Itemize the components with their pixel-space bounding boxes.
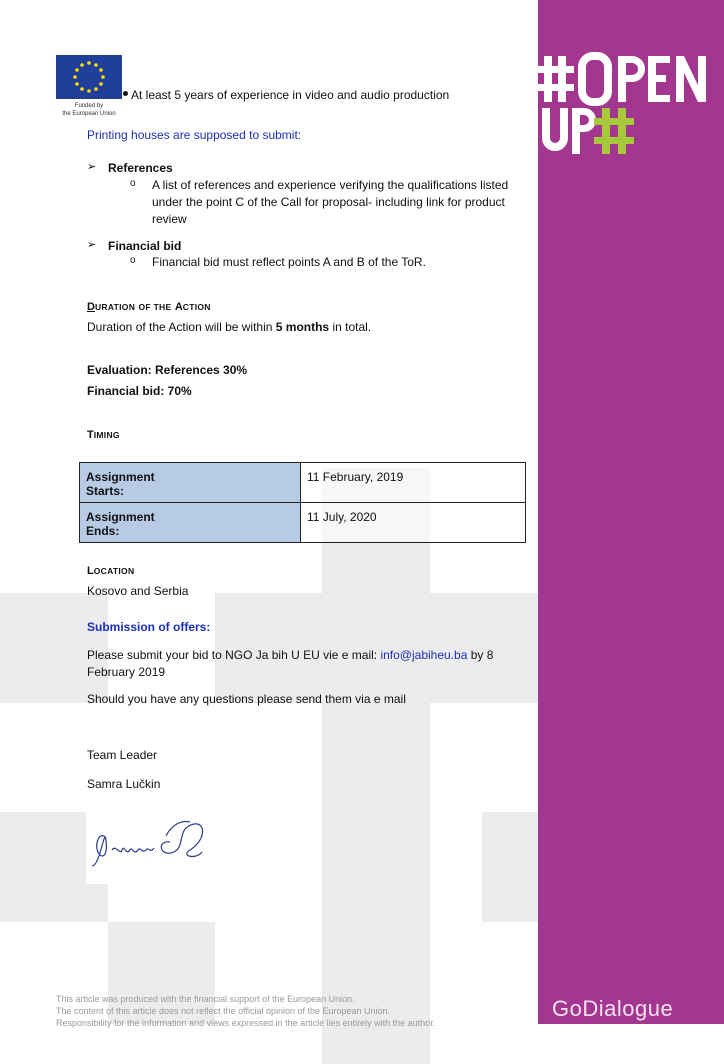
duration-heading: DURATION OF THE ACTION <box>87 301 211 313</box>
location-heading: LOCATION <box>87 565 135 577</box>
signoff-name: Samra Lučkin <box>87 777 161 791</box>
financial-title: Financial bid <box>108 239 182 253</box>
circle-bullet-icon: o <box>130 255 136 266</box>
bullet-icon <box>123 91 128 96</box>
circle-bullet-icon: o <box>130 178 136 189</box>
signoff-role: Team Leader <box>87 748 158 762</box>
table-value-cell: 11 July, 2020 <box>301 503 526 543</box>
footnote-line2: The content of this article does not reflect the official opinion of the European Union. <box>56 1006 391 1016</box>
brand-sidebar <box>538 0 724 1024</box>
signature-image <box>86 800 218 884</box>
arrow-bullet-icon: ➢ <box>87 239 97 251</box>
watermark-shape <box>322 468 430 1064</box>
open-up-logo-icon <box>538 50 724 160</box>
table-row <box>80 463 526 503</box>
evaluation-line1: Evaluation: References 30% <box>87 363 248 377</box>
table-row <box>80 503 526 543</box>
eu-caption: Funded by the European Union <box>62 103 116 117</box>
location-text: Kosovo and Serbia <box>87 584 189 598</box>
godialogue-footer: GoDialogue <box>552 996 674 1021</box>
financial-item: Financial bid must reflect points A and B of the ToR. <box>152 255 426 269</box>
watermark-shape <box>482 812 538 922</box>
table-value-cell: 11 February, 2019 <box>301 463 526 503</box>
email-link[interactable]: info@jabiheu.ba <box>380 648 468 662</box>
printing-heading: Printing houses are supposed to submit: <box>87 128 302 142</box>
arrow-bullet-icon: ➢ <box>87 161 97 173</box>
intro-bullet-text: At least 5 years of experience in video and audio production <box>131 88 450 102</box>
footnote-line3: Responsibility for the information and views expressed in the article lies entirely with the author. <box>56 1018 436 1028</box>
submission-text: Please submit your bid to NGO Ja bih U EU vie e mail: info@jabiheu.ba by 8 February 2019 <box>87 648 494 679</box>
timing-heading: TIMING <box>87 429 120 441</box>
references-title: References <box>108 161 173 175</box>
footnote-line1: This article was produced with the financial support of the European Union. <box>56 994 355 1004</box>
duration-text: Duration of the Action will be within 5 months in total. <box>87 320 372 334</box>
eu-flag-icon <box>56 55 122 99</box>
questions-text: Should you have any questions please send them via e mail <box>87 692 406 706</box>
evaluation-line2: Financial bid: 70% <box>87 384 192 398</box>
timing-table <box>79 462 526 543</box>
table-header-cell: Assignment Starts: <box>80 463 301 503</box>
table-header-cell: Assignment Ends: <box>80 503 301 543</box>
submission-heading: Submission of offers: <box>87 620 211 634</box>
references-item: A list of references and experience verifying the qualifications listed under the point C of the Call for proposal- including link for product review <box>152 178 509 226</box>
